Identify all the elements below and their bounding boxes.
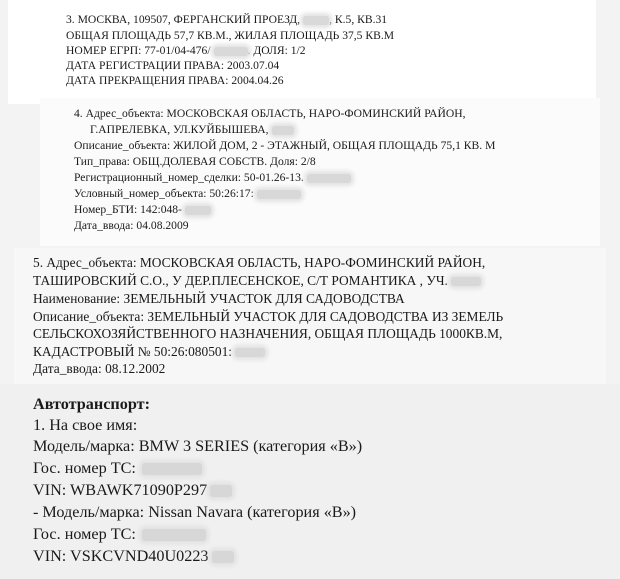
record-4-bti-number-text: Номер_БТИ: 142:048- — [74, 203, 182, 216]
car-1-plate-text: Гос. номер ТС: — [33, 459, 136, 477]
record-3-address — [66, 14, 387, 26]
record-5-description-2: СЕЛЬСКОХОЗЯЙСТВЕННОГО НАЗНАЧЕНИЯ, ОБЩАЯ ПЛОЩАДЬ 1000КВ.М, — [33, 326, 503, 341]
record-4-object-number-text: Условный_номер_объекта: 50:26:17: — [74, 187, 254, 200]
car-2-plate-text: Гос. номер ТС: — [33, 525, 136, 543]
record-5-address-2 — [33, 274, 481, 287]
redacted-vin-2 — [212, 551, 234, 563]
car-1-plate — [33, 460, 202, 476]
redacted-house — [303, 16, 329, 25]
record-4-object-number — [74, 188, 301, 200]
redacted-object — [257, 190, 301, 199]
redacted-cadastral — [235, 348, 265, 357]
record-4-description: Описание_объекта: ЖИЛОЙ ДОМ, 2 - ЭТАЖНЫЙ, ОБЩАЯ ПЛОЩАДЬ 75,1 КВ. М — [74, 139, 496, 152]
record-5-cadastral-text: КАДАСТРОВЫЙ № 50:26:080501: — [33, 344, 232, 359]
car-2-vin-text: VIN: VSKCVND40U0223 — [33, 547, 209, 565]
redacted-bti — [185, 206, 211, 215]
car-1-vin-text: VIN: WBAWK71090P297 — [33, 481, 208, 499]
record-4-deal-number — [74, 172, 351, 184]
vehicles-heading: Автотранспорт: — [33, 395, 150, 413]
car-1-vin — [33, 482, 232, 498]
record-3-egrp — [66, 45, 306, 57]
redacted-plate-2 — [142, 529, 206, 541]
car-2-model: - Модель/марка: Nissan Navara (категория «В») — [33, 503, 357, 521]
redacted-plot — [451, 277, 481, 286]
record-3-egrp-text: НОМЕР ЕГРП: 77-01/04-476/ — [66, 44, 211, 57]
car-2-vin — [33, 548, 234, 564]
vehicles-own-name: 1. На свое имя: — [33, 416, 138, 434]
record-3-reg-date: ДАТА РЕГИСТРАЦИИ ПРАВА: 2003.07.04 — [66, 59, 280, 72]
redacted-house-2 — [272, 126, 294, 135]
car-2-plate — [33, 526, 206, 542]
record-5-description-1: Описание_объекта: ЗЕМЕЛЬНЫЙ УЧАСТОК ДЛЯ САДОВОДСТВА ИЗ ЗЕМЕЛЬ — [33, 309, 504, 324]
record-5-address-2-text: ТАШИРОВСКИЙ С.О., У ДЕР.ПЛЕСЕНСКОЕ, С/Т РОМАНТИКА , УЧ. — [33, 273, 448, 288]
record-3-address-text: 3. МОСКВА, 109507, ФЕРГАНСКИЙ ПРОЕЗД, — [66, 13, 301, 26]
record-3-end-date: ДАТА ПРЕКРАЩЕНИЯ ПРАВА: 2004.04.26 — [66, 74, 284, 87]
record-3-egrp-tail: . ДОЛЯ: 1/2 — [247, 44, 306, 57]
redacted-plate-1 — [142, 463, 202, 475]
redacted-egrp — [214, 47, 248, 56]
record-4-bti-number — [74, 204, 211, 216]
record-4-right-type: Тип_права: ОБЩ.ДОЛЕВАЯ СОБСТВ. Доля: 2/8 — [74, 155, 316, 168]
car-1-model: Модель/марка: BMW 3 SERIES (категория «В») — [33, 437, 363, 455]
redacted-deal — [307, 174, 351, 183]
redacted-vin-1 — [210, 485, 232, 497]
record-4-deal-number-text: Регистрационный_номер_сделки: 50-01.26-13. — [74, 171, 304, 184]
record-4-address-2-text: Г.АПРЕЛЕВКА, УЛ.КУЙБЫШЕВА, — [90, 123, 269, 136]
record-4-entry-date: Дата_ввода: 04.08.2009 — [74, 219, 189, 232]
record-3-address-tail: , К.5, КВ.31 — [329, 13, 388, 26]
record-5-name: Наименование: ЗЕМЕЛЬНЫЙ УЧАСТОК ДЛЯ САДОВОДСТВА — [33, 291, 405, 306]
record-4-address-1: 4. Адрес_объекта: МОСКОВСКАЯ ОБЛАСТЬ, НАРО-ФОМИНСКИЙ РАЙОН, — [74, 107, 466, 120]
record-5-cadastral — [33, 345, 265, 358]
record-5-entry-date: Дата_ввода: 08.12.2002 — [33, 361, 166, 376]
record-5-address-1: 5. Адрес_объекта: МОСКОВСКАЯ ОБЛАСТЬ, НАРО-ФОМИНСКИЙ РАЙОН, — [33, 255, 486, 270]
record-3-area: ОБЩАЯ ПЛОЩАДЬ 57,7 КВ.М., ЖИЛАЯ ПЛОЩАДЬ 37,5 КВ.М — [66, 29, 395, 42]
record-4-address-2 — [90, 124, 294, 136]
